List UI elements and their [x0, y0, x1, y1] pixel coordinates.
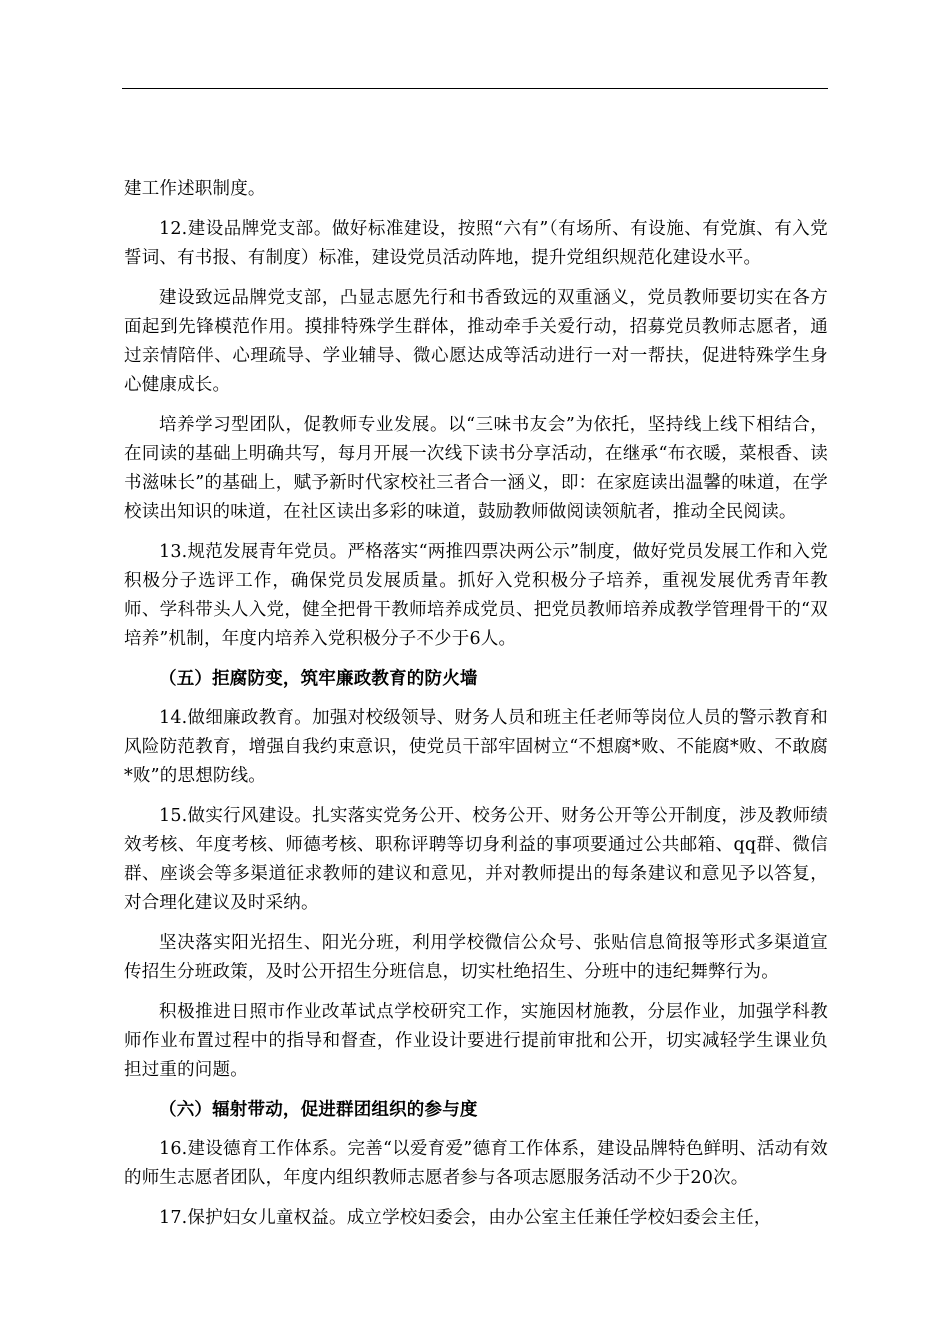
- section-heading-6: （六）辐射带动，促进群团组织的参与度: [159, 1100, 478, 1120]
- paragraph-brand-branch: 建设致远品牌党支部，凸显志愿先行和书香致远的双重涵义，党员教师要切实在各方面起到先锋模范作用。摸排特殊学生群体，推动牵手关爱行动，招募党员教师志愿者，通过亲情陪伴、心理疏导、学业辅导、微心愿达成等活动进行一对一帮扶，促进特殊学生身心健康成长。: [124, 288, 828, 395]
- document-body: [124, 175, 828, 1244]
- section-heading-5: （五）拒腐防变，筑牢廉政教育的防火墙: [159, 669, 478, 689]
- paragraph-item-12: 12.建设品牌党支部。做好标准建设，按照“六有”（有场所、有设施、有党旗、有入党誓词、有书报、有制度）标准，建设党员活动阵地，提升党组织规范化建设水平。: [124, 219, 828, 268]
- header-rule: [122, 88, 828, 89]
- paragraph-item-16: 16.建设德育工作体系。完善“以爱育爱”德育工作体系，建设品牌特色鲜明、活动有效的师生志愿者团队，年度内组织教师志愿者参与各项志愿服务活动不少于20次。: [124, 1139, 828, 1188]
- paragraph-learning-team: 培养学习型团队，促教师专业发展。以“三味书友会”为依托，坚持线上线下相结合，在同读的基础上明确共写，每月开展一次线下读书分享活动，在继承“布衣暖，菜根香、读书滋味长”的基础上，赋予新时代家校社三者合一涵义，即：在家庭读出温馨的味道，在学校读出知识的味道，在社区读出多彩的味道，鼓励教师做阅读领航者，推动全民阅读。: [124, 415, 828, 522]
- paragraph-sunshine-enrollment: 坚决落实阳光招生、阳光分班，利用学校微信公众号、张贴信息简报等形式多渠道宣传招生分班政策，及时公开招生分班信息，切实杜绝招生、分班中的违纪舞弊行为。: [124, 933, 828, 982]
- paragraph-item-15: 15.做实行风建设。扎实落实党务公开、校务公开、财务公开等公开制度，涉及教师绩效考核、年度考核、师德考核、职称评聘等切身利益的事项要通过公共邮箱、qq群、微信群、座谈会等多渠道征求教师的建议和意见，并对教师提出的每条建议和意见予以答复，对合理化建议及时采纳。: [124, 806, 828, 913]
- paragraph-item-13: 13.规范发展青年党员。严格落实“两推四票决两公示”制度，做好党员发展工作和入党积极分子选评工作，确保党员发展质量。抓好入党积极分子培养，重视发展优秀青年教师、学科带头人入党，健全把骨干教师培养成党员、把党员教师培养成教学管理骨干的“双培养”机制，年度内培养入党积极分子不少于6人。: [124, 542, 828, 649]
- paragraph-continuation: 建工作述职制度。: [124, 179, 266, 199]
- paragraph-homework-reform: 积极推进日照市作业改革试点学校研究工作，实施因材施教，分层作业，加强学科教师作业布置过程中的指导和督查，作业设计要进行提前审批和公开，切实减轻学生课业负担过重的问题。: [124, 1002, 828, 1080]
- paragraph-item-17: 17.保护妇女儿童权益。成立学校妇委会，由办公室主任兼任学校妇委会主任，: [159, 1208, 772, 1228]
- paragraph-item-14: 14.做细廉政教育。加强对校级领导、财务人员和班主任老师等岗位人员的警示教育和风险防范教育，增强自我约束意识，使党员干部牢固树立“不想腐*败、不能腐*败、不敢腐*败”的思想防线。: [124, 708, 828, 786]
